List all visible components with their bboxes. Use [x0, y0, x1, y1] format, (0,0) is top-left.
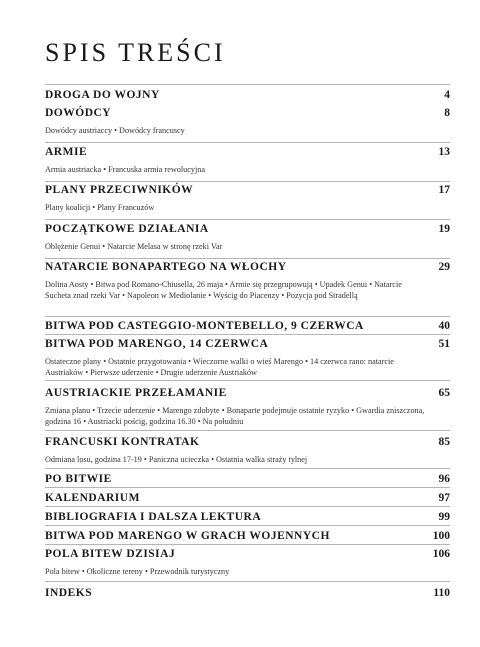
toc-entry-title: INDEKS — [45, 587, 93, 599]
toc-entry-title: AUSTRIACKIE PRZEŁAMANIE — [45, 387, 227, 399]
toc-entry[interactable] — [45, 386, 450, 427]
toc-entry-subtopics: Oblężenie Genui • Natarcie Melasa w stronę rzeki Var — [45, 242, 223, 251]
toc-entry-page: 8 — [444, 107, 450, 119]
divider — [45, 181, 450, 182]
divider — [45, 544, 450, 545]
toc-entry-subtopics: Armia austriacka • Francuska armia rewolucyjna — [45, 165, 205, 174]
toc-entry[interactable] — [45, 88, 450, 102]
toc-entry-page: 110 — [433, 587, 450, 599]
toc-entry-title: BIBLIOGRAFIA I DALSZA LEKTURA — [45, 511, 262, 523]
toc-entry-title: BITWA POD MARENGO W GRACH WOJENNYCH — [45, 530, 330, 542]
toc-entry-page: 97 — [438, 492, 450, 504]
toc-entry-title: BITWA POD CASTEGGIO-MONTEBELLO, 9 CZERWCA — [45, 320, 364, 332]
toc-entry-subtopics: Dowódcy austriaccy • Dowódcy francuscy — [45, 126, 185, 135]
toc-entry-page: 40 — [438, 320, 450, 332]
divider — [45, 258, 450, 259]
toc-entry[interactable] — [45, 106, 450, 136]
divider — [45, 487, 450, 488]
divider — [45, 380, 450, 381]
toc-entry[interactable] — [45, 435, 450, 465]
divider — [45, 506, 450, 507]
toc-entry-page: 100 — [432, 530, 450, 542]
toc-entry[interactable] — [45, 260, 450, 301]
toc-entry-page: 29 — [438, 261, 450, 273]
divider — [45, 525, 450, 526]
toc-entry-subtopics: Odmiana losu, godzina 17-19 • Paniczna ucieczka • Ostatnia walka straży tylnej — [45, 455, 308, 464]
toc-entry-page: 96 — [438, 473, 450, 485]
toc-entry[interactable] — [45, 222, 450, 252]
toc-entry[interactable] — [45, 472, 450, 486]
toc-entry[interactable] — [45, 491, 450, 505]
divider — [45, 316, 450, 317]
divider — [45, 581, 450, 582]
toc-entry-title: POLA BITEW DZISIAJ — [45, 548, 176, 560]
toc-entry-page: 17 — [438, 184, 450, 196]
toc-entry-title: PLANY PRZECIWNIKÓW — [45, 184, 194, 196]
toc-entry-title: NATARCIE BONAPARTEGO NA WŁOCHY — [45, 261, 287, 273]
toc-entry-page: 13 — [438, 146, 450, 158]
toc-entry-subtopics: Ostateczne plany • Ostatnie przygotowania • Wieczorne walki o wieś Marengo • 14 czerwca rano: natarcie Austriaków • Pierwsze uderzenie • Drugie uderzenie Austriaków — [45, 357, 394, 377]
toc-entry[interactable] — [45, 183, 450, 213]
toc-entry-title: DOWÓDCY — [45, 107, 112, 119]
toc-entry-page: 65 — [438, 387, 450, 399]
toc-entry-title: PO BITWIE — [45, 473, 112, 485]
toc-entry[interactable] — [45, 586, 450, 600]
divider — [45, 468, 450, 469]
toc-entry-title: DROGA DO WOJNY — [45, 89, 160, 101]
toc-entry[interactable] — [45, 547, 450, 577]
toc-entry-page: 4 — [444, 89, 450, 101]
toc-entry-page: 85 — [438, 436, 450, 448]
toc-entry-title: BITWA POD MARENGO, 14 CZERWCA — [45, 338, 269, 350]
page-title: SPIS TREŚCI — [45, 38, 226, 67]
divider — [45, 219, 450, 220]
divider — [45, 84, 450, 85]
toc-entry-subtopics: Pola bitew • Okoliczne tereny • Przewodnik turystyczny — [45, 567, 230, 576]
toc-entry[interactable] — [45, 145, 450, 175]
toc-entry-page: 99 — [438, 511, 450, 523]
toc-entry-subtopics: Dolina Aosty • Bitwa pod Romano-Chiusella, 26 maja • Armie się przegrupowują • Upadek Genui • Natarcie Sucheta znad rzeki Var • Napoleon w Mediolanie • Wyścig do Piacenzy • Pozycja pod Stradellą — [45, 280, 402, 300]
toc-entry[interactable] — [45, 337, 450, 378]
toc-entry-subtopics: Plany koalicji • Plany Francuzów — [45, 203, 155, 212]
toc-entry-page: 19 — [438, 223, 450, 235]
divider — [45, 334, 450, 335]
toc-entry-page: 106 — [432, 548, 450, 560]
toc-entry-title: FRANCUSKI KONTRATAK — [45, 436, 200, 448]
toc-entry[interactable] — [45, 529, 450, 543]
toc-entry[interactable] — [45, 510, 450, 524]
divider — [45, 430, 450, 431]
toc-entry-title: POCZĄTKOWE DZIAŁANIA — [45, 223, 209, 235]
divider — [45, 142, 450, 143]
toc-entry-title: ARMIE — [45, 146, 88, 158]
toc-entry[interactable] — [45, 319, 450, 333]
toc-entry-page: 51 — [438, 338, 450, 350]
toc-entry-subtopics: Zmiana planu • Trzecie uderzenie • Marengo zdobyte • Bonaparte podejmuje ostatnie ryzyko • Gwardia zniszczona, godzina 16 • Austriacki pościg, godzina 16.30 • Na południu — [45, 406, 425, 426]
toc-entry-title: KALENDARIUM — [45, 492, 140, 504]
